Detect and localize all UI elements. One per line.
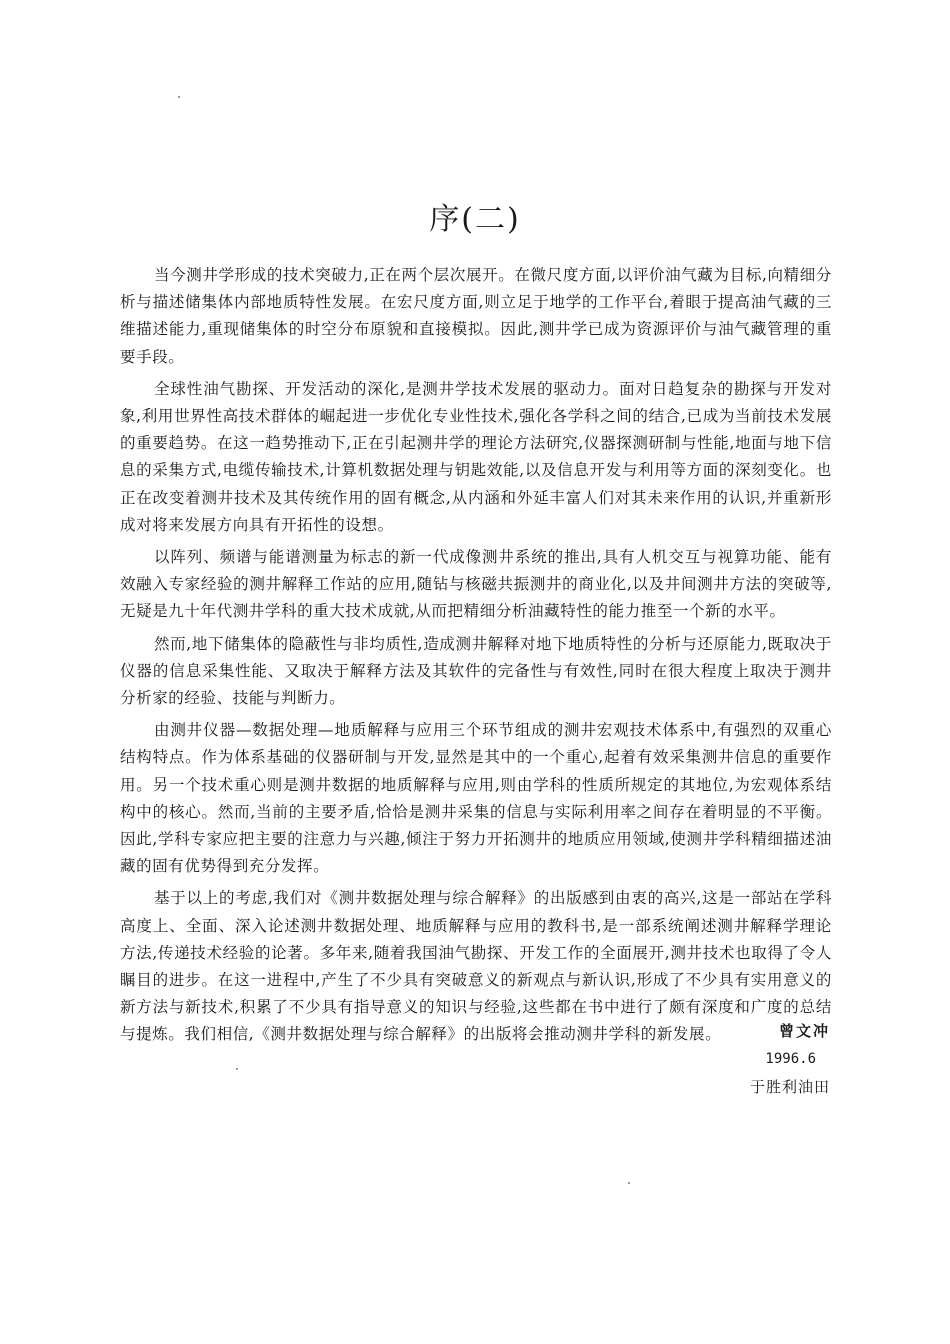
signature-block bbox=[750, 1017, 830, 1101]
signature-name: 曾文冲 bbox=[778, 1022, 830, 1040]
page-title: 序(二) bbox=[429, 202, 521, 237]
paragraph: 由测井仪器—数据处理—地质解释与应用三个环节组成的测井宏观技术体系中,有强烈的双重心结构特点。作为体系基础的仪器研制与开发,显然是其中的一个重心,起着有效采集测井信息的重要作用。另一个技术重心则是测井数据的地质解释与应用,则由学科的性质所规定的其地位,为宏观体系结构中的核心。然而,当前的主要矛盾,恰恰是测井采集的信息与实际利用率之间存在着明显的不平衡。因此,学科专家应把主要的注意力与兴趣,倾注于努力开拓测井的地质应用领域,使测井学科精细描述油藏的固有优势得到充分发挥。 bbox=[120, 721, 832, 876]
scan-speck bbox=[236, 1068, 238, 1070]
paragraph: 基于以上的考虑,我们对《测井数据处理与综合解释》的出版感到由衷的高兴,这是一部站在学科高度上、全面、深入论述测井数据处理、地质解释与应用的教科书,是一部系统阐述测井解释学理论方法,传递技术经验的论著。多年来,随着我国油气勘探、开发工作的全面展开,测井技术也取得了令人瞩目的进步。在这一进程中,产生了不少具有突破意义的新观点与新认识,形成了不少具有实用意义的新方法与新技术,积累了不少具有指导意义的知识与经验,这些都在书中进行了颇有深度和广度的总结与提炼。我们相信,《测井数据处理与综合解释》的出版将会推动测井学科的新发展。 bbox=[120, 889, 832, 1044]
paragraph: 以阵列、频谱与能谱测量为标志的新一代成像测井系统的推出,具有人机交互与视算功能、能有效融入专家经验的测井解释工作站的应用,随钻与核磁共振测井的商业化,以及井间测井方法的突破等,无疑是九十年代测井学科的重大技术成就,从而把精细分析油藏特性的能力推至一个新的水平。 bbox=[120, 548, 832, 621]
scan-speck bbox=[628, 1182, 630, 1184]
body-text bbox=[120, 262, 832, 1054]
signature-date: 1996.6 bbox=[765, 1051, 816, 1067]
paragraph: 当今测井学形成的技术突破力,正在两个层次展开。在微尺度方面,以评价油气藏为目标,向精细分析与描述储集体内部地质特性发展。在宏尺度方面,则立足于地学的工作平台,着眼于提高油气藏的三维描述能力,重现储集体的时空分布原貌和直接模拟。因此,测井学已成为资源评价与油气藏管理的重要手段。 bbox=[120, 266, 832, 366]
scan-speck bbox=[178, 96, 180, 98]
paragraph: 然而,地下储集体的隐蔽性与非均质性,造成测井解释对地下地质特性的分析与还原能力,既取决于仪器的信息采集性能、又取决于解释方法及其软件的完备性与有效性,同时在很大程度上取决于测井分析家的经验、技能与判断力。 bbox=[120, 634, 832, 708]
signature-place: 于胜利油田 bbox=[749, 1078, 830, 1096]
paragraph: 全球性油气勘探、开发活动的深化,是测井学技术发展的驱动力。面对日趋复杂的勘探与开发对象,利用世界性高技术群体的崛起进一步优化专业性技术,强化各学科之间的结合,已成为当前技术发展的重要趋势。在这一趋势推动下,正在引起测井学的理论方法研究,仪器探测研制与性能,地面与地下信息的采集方式,电缆传输技术,计算机数据处理与钥匙效能,以及信息开发与利用等方面的深刻变化。也正在改变着测井技术及其传统作用的固有概念,从内涵和外延丰富人们对其未来作用的认识,并重新形成对将来发展方向具有开拓性的设想。 bbox=[120, 379, 832, 534]
